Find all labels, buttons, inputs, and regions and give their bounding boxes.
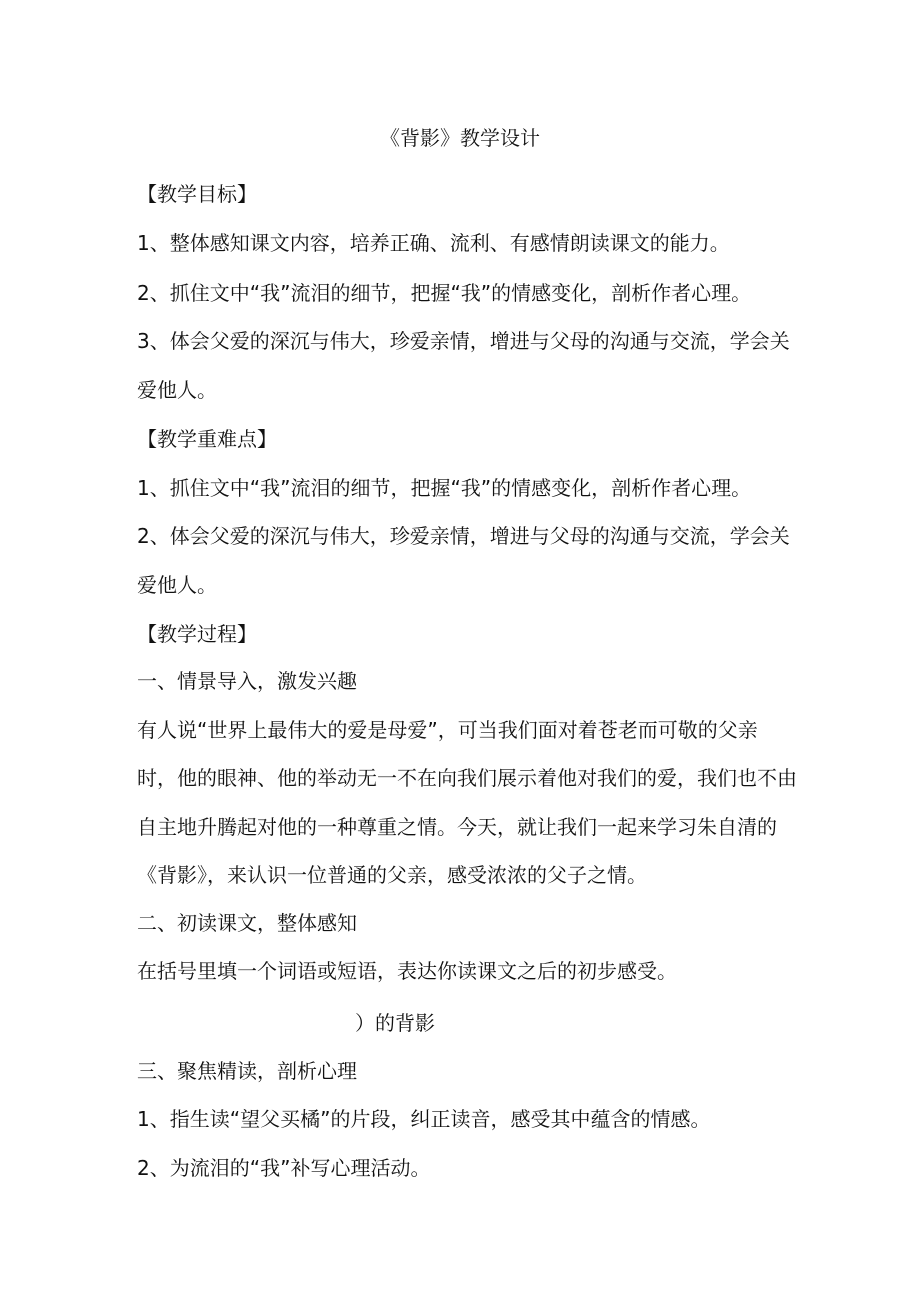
step2-fill-blank: ）的背影 (355, 1011, 435, 1035)
section-heading-key-points: 【教学重难点】 (137, 427, 277, 451)
goal-item-3-cont: 爱他人。 (137, 378, 217, 402)
step1-heading: 一、情景导入，激发兴趣 (137, 669, 357, 693)
key-point-item-2: 2、体会父爱的深沉与伟大，珍爱亲情，增进与父母的沟通与交流，学会关 (137, 524, 790, 548)
step2-heading: 二、初读课文，整体感知 (137, 911, 357, 935)
step3-item-1: 1、指生读“望父买橘”的片段，纠正读音，感受其中蕴含的情感。 (137, 1107, 711, 1131)
step3-heading: 三、聚焦精读，剖析心理 (137, 1059, 357, 1083)
page-title: 《背影》教学设计 (380, 126, 540, 150)
goal-item-3: 3、体会父爱的深沉与伟大，珍爱亲情，增进与父母的沟通与交流，学会关 (137, 329, 790, 353)
step2-instruction: 在括号里填一个词语或短语，表达你读课文之后的初步感受。 (137, 959, 677, 983)
section-heading-goals: 【教学目标】 (137, 182, 257, 206)
key-point-item-2-cont: 爱他人。 (137, 573, 217, 597)
section-heading-process: 【教学过程】 (137, 622, 257, 646)
step1-paragraph-line: 《背影》，来认识一位普通的父亲，感受浓浓的父子之情。 (137, 863, 647, 887)
goal-item-2: 2、抓住文中“我”流泪的细节，把握“我”的情感变化，剖析作者心理。 (137, 281, 752, 305)
step1-paragraph-line: 时，他的眼神、他的举动无一不在向我们展示着他对我们的爱，我们也不由 (137, 766, 797, 790)
goal-item-1: 1、整体感知课文内容，培养正确、流利、有感情朗读课文的能力。 (137, 231, 730, 255)
step1-paragraph-line: 自主地升腾起对他的一种尊重之情。今天，就让我们一起来学习朱自清的 (137, 815, 777, 839)
key-point-item-1: 1、抓住文中“我”流泪的细节，把握“我”的情感变化，剖析作者心理。 (137, 476, 752, 500)
step3-item-2: 2、为流泪的“我”补写心理活动。 (137, 1156, 431, 1180)
step1-paragraph-line: 有人说“世界上最伟大的爱是母爱”，可当我们面对着苍老而可敬的父亲 (137, 718, 758, 742)
